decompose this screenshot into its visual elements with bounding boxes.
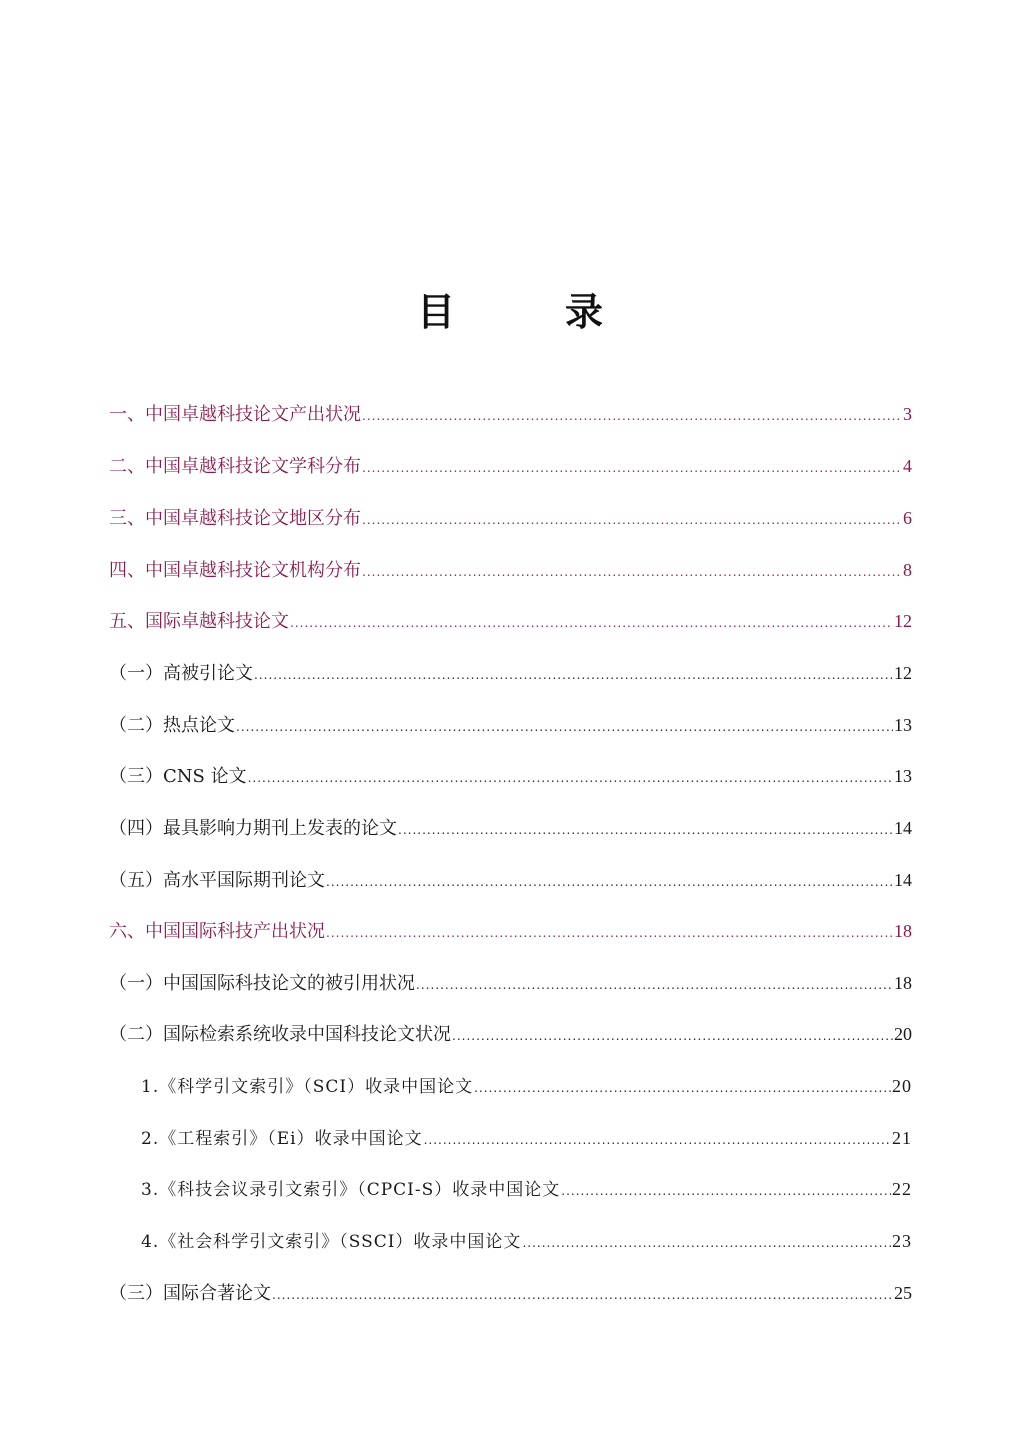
toc-page-number: 20 xyxy=(894,1024,912,1044)
page-title: 目 录 xyxy=(416,289,639,334)
toc-page-number: 4 xyxy=(903,456,912,476)
toc-entry-title: 五、国际卓越科技论文 xyxy=(109,611,289,632)
toc-page-number: 22 xyxy=(892,1179,912,1199)
toc-entry[interactable] xyxy=(109,401,912,427)
toc-entry-title: 六、中国国际科技产出状况 xyxy=(109,921,325,942)
toc-page-number: 12 xyxy=(894,663,912,683)
toc-dot-leader xyxy=(424,1127,891,1153)
toc-entry-title: （一）中国国际科技论文的被引用状况 xyxy=(109,973,415,994)
toc-entry[interactable] xyxy=(109,712,912,738)
toc-page-number: 25 xyxy=(894,1283,912,1303)
toc-page-number: 6 xyxy=(903,508,912,528)
toc-page-number: 12 xyxy=(894,611,912,631)
toc-entry-title: （三）国际合著论文 xyxy=(109,1283,271,1304)
toc-dot-leader xyxy=(290,610,893,636)
toc-page-number: 14 xyxy=(894,870,912,890)
toc-page-number: 18 xyxy=(894,921,912,941)
toc-page-number: 8 xyxy=(903,560,912,580)
toc-entry[interactable] xyxy=(109,815,912,841)
toc-dot-leader xyxy=(272,1282,893,1308)
toc-entry[interactable] xyxy=(141,1228,912,1254)
toc-page-number: 3 xyxy=(903,404,912,424)
toc-dot-leader xyxy=(398,817,893,843)
toc-page-number: 18 xyxy=(894,973,912,993)
toc-entry-title: （五）高水平国际期刊论文 xyxy=(109,870,325,891)
toc-entry[interactable] xyxy=(109,867,912,893)
toc-page-number: 13 xyxy=(894,715,912,735)
toc-dot-leader xyxy=(522,1230,891,1256)
toc-entry[interactable] xyxy=(141,1073,912,1099)
toc-entry[interactable] xyxy=(109,1021,912,1047)
toc-entry-title: 2.《工程索引》（Ei）收录中国论文 xyxy=(141,1129,423,1149)
toc-entry-title: 3.《科技会议录引文索引》（CPCI-S）收录中国论文 xyxy=(141,1180,561,1200)
toc-entry-title: （二）热点论文 xyxy=(109,715,235,736)
toc-dot-leader xyxy=(561,1178,891,1204)
toc-entry-title: 三、中国卓越科技论文地区分布 xyxy=(109,508,361,529)
toc-dot-leader xyxy=(452,1023,893,1049)
toc-page-number: 20 xyxy=(892,1076,912,1096)
toc-dot-leader xyxy=(362,455,902,481)
toc-entry-title: 四、中国卓越科技论文机构分布 xyxy=(109,560,361,581)
toc-dot-leader xyxy=(326,869,893,895)
toc-entry[interactable] xyxy=(109,970,912,996)
toc-entry-title: 一、中国卓越科技论文产出状况 xyxy=(109,404,361,425)
toc-entry-title: 二、中国卓越科技论文学科分布 xyxy=(109,456,361,477)
toc-entry-title: 4.《社会科学引文索引》（SSCI）收录中国论文 xyxy=(141,1232,522,1252)
toc-dot-leader xyxy=(362,507,902,533)
toc-dot-leader xyxy=(474,1075,891,1101)
toc-entry-title: 1.《科学引文索引》（SCI）收录中国论文 xyxy=(141,1077,474,1097)
toc-dot-leader xyxy=(254,662,893,688)
toc-dot-leader xyxy=(416,972,893,998)
toc-page-number: 13 xyxy=(894,766,912,786)
toc-entry-title: （二）国际检索系统收录中国科技论文状况 xyxy=(109,1024,451,1045)
toc-entry[interactable] xyxy=(109,1280,912,1306)
toc-entry[interactable] xyxy=(109,660,912,686)
toc-entry[interactable] xyxy=(109,763,912,789)
toc-page-number: 21 xyxy=(892,1128,912,1148)
toc-page-number: 23 xyxy=(892,1231,912,1251)
toc-entry[interactable] xyxy=(141,1176,912,1202)
toc-dot-leader xyxy=(236,714,893,740)
toc-entry-title: （三）CNS 论文 xyxy=(109,766,247,787)
toc-dot-leader xyxy=(362,559,902,585)
toc-page-number: 14 xyxy=(894,818,912,838)
toc-entry-title: （一）高被引论文 xyxy=(109,663,253,684)
toc-entry[interactable] xyxy=(109,453,912,479)
toc-entry-title: （四）最具影响力期刊上发表的论文 xyxy=(109,818,397,839)
toc-entry[interactable] xyxy=(109,918,912,944)
toc-entry[interactable] xyxy=(109,608,912,634)
toc-dot-leader xyxy=(326,920,893,946)
toc-dot-leader xyxy=(248,765,893,791)
toc-entry[interactable] xyxy=(109,505,912,531)
toc-dot-leader xyxy=(362,403,902,429)
toc-entry[interactable] xyxy=(109,557,912,583)
toc-entry[interactable] xyxy=(141,1125,912,1151)
